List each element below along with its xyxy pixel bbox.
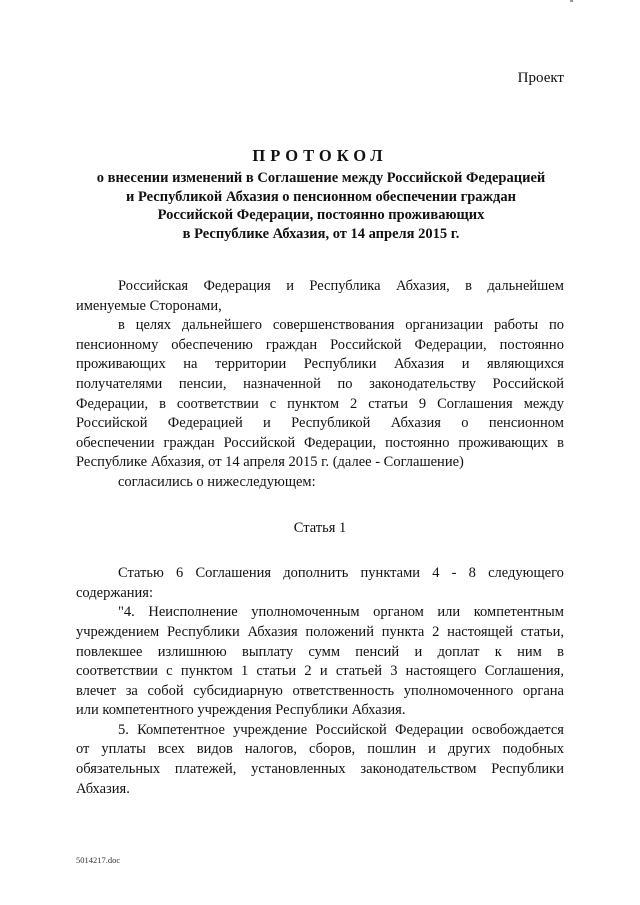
word: выплату	[242, 643, 294, 660]
paragraph-line	[76, 603, 564, 623]
word: и	[428, 741, 436, 758]
word: статьи	[368, 395, 408, 412]
word: положений	[305, 623, 374, 640]
word: ним	[517, 643, 542, 660]
subtitle-line: и Республикой Абхазия о пенсионном обеспечении граждан	[126, 188, 516, 205]
word: 8	[468, 565, 476, 582]
paragraph-line	[76, 662, 564, 682]
article-intro-paragraph	[76, 564, 564, 603]
purpose-paragraph	[76, 316, 564, 473]
paragraph-line	[76, 721, 564, 741]
word: налогов,	[244, 741, 297, 758]
word: Республикой	[291, 415, 371, 432]
draft-label: Проект	[517, 70, 564, 86]
word: всех	[157, 741, 185, 758]
word: Соглашения,	[484, 663, 564, 680]
word: пенсионному	[76, 336, 159, 353]
word: органом	[373, 604, 424, 621]
word: Республики	[491, 761, 564, 778]
paragraph-line	[76, 643, 564, 663]
word: видов	[196, 741, 233, 758]
word: настоящей	[447, 623, 513, 640]
word: дальнейшего	[181, 317, 263, 334]
word: органа	[522, 682, 564, 699]
word: Республики	[303, 356, 377, 373]
word: 6	[176, 565, 184, 582]
word: 3	[390, 663, 398, 680]
paragraph-line	[76, 316, 564, 336]
paragraph-line: или компетентного учреждения Республики Абхазия.	[76, 702, 406, 719]
word: работы	[493, 317, 539, 334]
paragraph-line	[76, 682, 564, 702]
word: других	[447, 741, 491, 758]
paragraph-line	[76, 760, 564, 780]
document-footer-id: 5014217.doc	[76, 855, 121, 865]
word: Федерацией	[167, 415, 243, 432]
paragraph-line	[76, 434, 564, 454]
word: статьей	[335, 663, 382, 680]
word: с	[166, 663, 173, 680]
word: пенсионном	[488, 415, 564, 432]
word: Федерации,	[304, 434, 377, 451]
word: по	[548, 317, 564, 334]
word: получателями	[76, 375, 163, 392]
word: законодательству	[369, 375, 476, 392]
paragraph-line: Абхазия.	[76, 780, 130, 797]
word: статьи,	[520, 623, 564, 640]
agreed-line: согласились о нижеследующем:	[118, 473, 316, 490]
word: дальнейшем	[487, 278, 564, 294]
word: доплат	[437, 643, 480, 660]
paragraph-line	[76, 414, 564, 434]
word: и	[461, 356, 470, 373]
paragraph-line: содержания:	[76, 584, 154, 601]
word: совершенствования	[272, 317, 395, 334]
word: граждан	[163, 434, 215, 451]
word: назначенной	[243, 375, 321, 392]
spacer	[76, 493, 564, 519]
word: обязательных	[76, 761, 161, 778]
word: и	[414, 643, 423, 660]
paragraph-line: Республике Абхазия, от 14 апреля 2015 г. (далее - Соглашение)	[76, 454, 464, 471]
scan-mark	[570, 0, 573, 2]
document-body	[76, 277, 564, 799]
word: Соглашения	[437, 395, 513, 412]
word: учреждение	[233, 721, 308, 738]
word: или	[437, 604, 461, 621]
word: пункта	[381, 623, 425, 640]
word: Российская	[118, 278, 189, 294]
word: 2	[304, 663, 312, 680]
word: установленных	[251, 761, 346, 778]
paragraph-line	[76, 740, 564, 760]
word: постоянно	[499, 336, 564, 353]
word: обеспечении	[76, 434, 155, 451]
word: территории	[215, 356, 287, 373]
word: проживающих	[76, 356, 166, 373]
paragraph-line	[76, 336, 564, 356]
subtitle-line: Российской Федерации, постоянно проживающих	[157, 207, 485, 223]
word: пунктами	[360, 565, 421, 582]
paragraph-line	[76, 277, 564, 297]
word: Абхазия,	[395, 278, 450, 294]
word: пунктом	[180, 663, 233, 680]
word: 2	[350, 395, 358, 412]
word: следующего	[488, 565, 564, 582]
word: "4.	[118, 604, 135, 621]
word: 2	[432, 623, 440, 640]
word: -	[451, 565, 457, 582]
word: учреждением	[76, 623, 160, 640]
word: в	[159, 395, 166, 412]
spacer	[76, 538, 564, 564]
word: платежей,	[174, 761, 237, 778]
paragraph-line	[76, 355, 564, 375]
word: пунктом	[287, 395, 340, 412]
word: пенсий	[355, 643, 400, 660]
word: в	[465, 278, 473, 294]
word: между	[523, 395, 564, 412]
word: Абхазия	[247, 623, 298, 640]
word: Республики	[166, 623, 240, 640]
word: Российской	[330, 336, 402, 353]
word: ответственность	[292, 682, 395, 699]
word: Российской	[223, 434, 296, 451]
word: уполномоченным	[251, 604, 360, 621]
word: статьи	[256, 663, 297, 680]
word: 9	[418, 395, 427, 412]
word: к	[494, 643, 502, 660]
word: Неисполнение	[148, 604, 238, 621]
word: уполномоченного	[403, 682, 514, 699]
word: постоянно	[385, 434, 450, 451]
word: субсидиарную	[193, 682, 283, 699]
word: компетентным	[473, 604, 564, 621]
word: и	[286, 278, 294, 294]
word: Абхазия	[390, 415, 441, 432]
word: Абхазия	[394, 356, 445, 373]
word: проживающих	[458, 434, 549, 451]
word: с	[269, 395, 277, 412]
word: граждан	[265, 336, 318, 353]
word: соответствии	[176, 395, 259, 412]
subtitle-line: в Республике Абхазия, от 14 апреля 2015 г.	[182, 225, 460, 242]
word: освобождается	[471, 721, 564, 738]
word: и	[319, 663, 328, 680]
word: пошлин	[367, 741, 417, 758]
word: обеспечению	[171, 336, 253, 353]
document-subtitle	[80, 169, 562, 243]
word: Соглашения	[195, 565, 272, 582]
word: Статью	[118, 565, 164, 582]
word: настоящего	[405, 663, 477, 680]
word: в	[557, 434, 564, 451]
word: являющихся	[487, 356, 564, 373]
word: пенсии,	[178, 375, 227, 392]
paragraph-line	[76, 623, 564, 643]
word: дополнить	[283, 565, 349, 582]
word: сборов,	[308, 741, 356, 758]
word: 1	[240, 663, 249, 680]
word: Республика	[309, 278, 381, 294]
word: 5.	[118, 721, 129, 738]
word: Федерация	[203, 278, 271, 294]
word: уплаты	[101, 741, 146, 758]
paragraph-line	[76, 375, 564, 395]
point-5-paragraph	[76, 721, 564, 799]
word: о	[461, 415, 469, 432]
subtitle-line: о внесении изменений в Соглашение между Российской Федерацией	[96, 170, 546, 186]
paragraph-line	[76, 395, 564, 415]
paragraph-line	[76, 564, 564, 584]
word: в	[118, 317, 125, 334]
point-4-paragraph	[76, 603, 564, 721]
word: Российской	[492, 375, 564, 392]
word: Федерации	[395, 721, 464, 738]
word: Компетентное	[137, 721, 225, 738]
word: за	[125, 682, 138, 699]
word: и	[263, 415, 271, 432]
article-heading: Статья 1	[293, 519, 347, 536]
word: от	[76, 741, 90, 758]
word: законодательством	[360, 761, 477, 778]
word: влечет	[76, 682, 117, 699]
word: соответствии	[76, 663, 158, 680]
word: собой	[147, 682, 184, 699]
word: Федерации,	[76, 395, 149, 412]
word: 4	[432, 565, 440, 582]
word: на	[183, 356, 198, 373]
preamble-paragraph	[76, 277, 564, 316]
word: в	[557, 643, 564, 660]
word: организации	[405, 317, 484, 334]
word: Российской	[76, 415, 148, 432]
word: по	[337, 375, 353, 392]
word: подобных	[502, 741, 564, 758]
word: Российской	[315, 721, 387, 738]
paragraph-line: именуемые Сторонами,	[76, 297, 222, 314]
document-title: ПРОТОКОЛ	[252, 146, 388, 165]
word: сумм	[308, 643, 340, 660]
word: повлекшее	[76, 643, 143, 660]
word: Федерации,	[414, 336, 487, 353]
word: целях	[135, 317, 172, 334]
word: излишнюю	[157, 643, 227, 660]
